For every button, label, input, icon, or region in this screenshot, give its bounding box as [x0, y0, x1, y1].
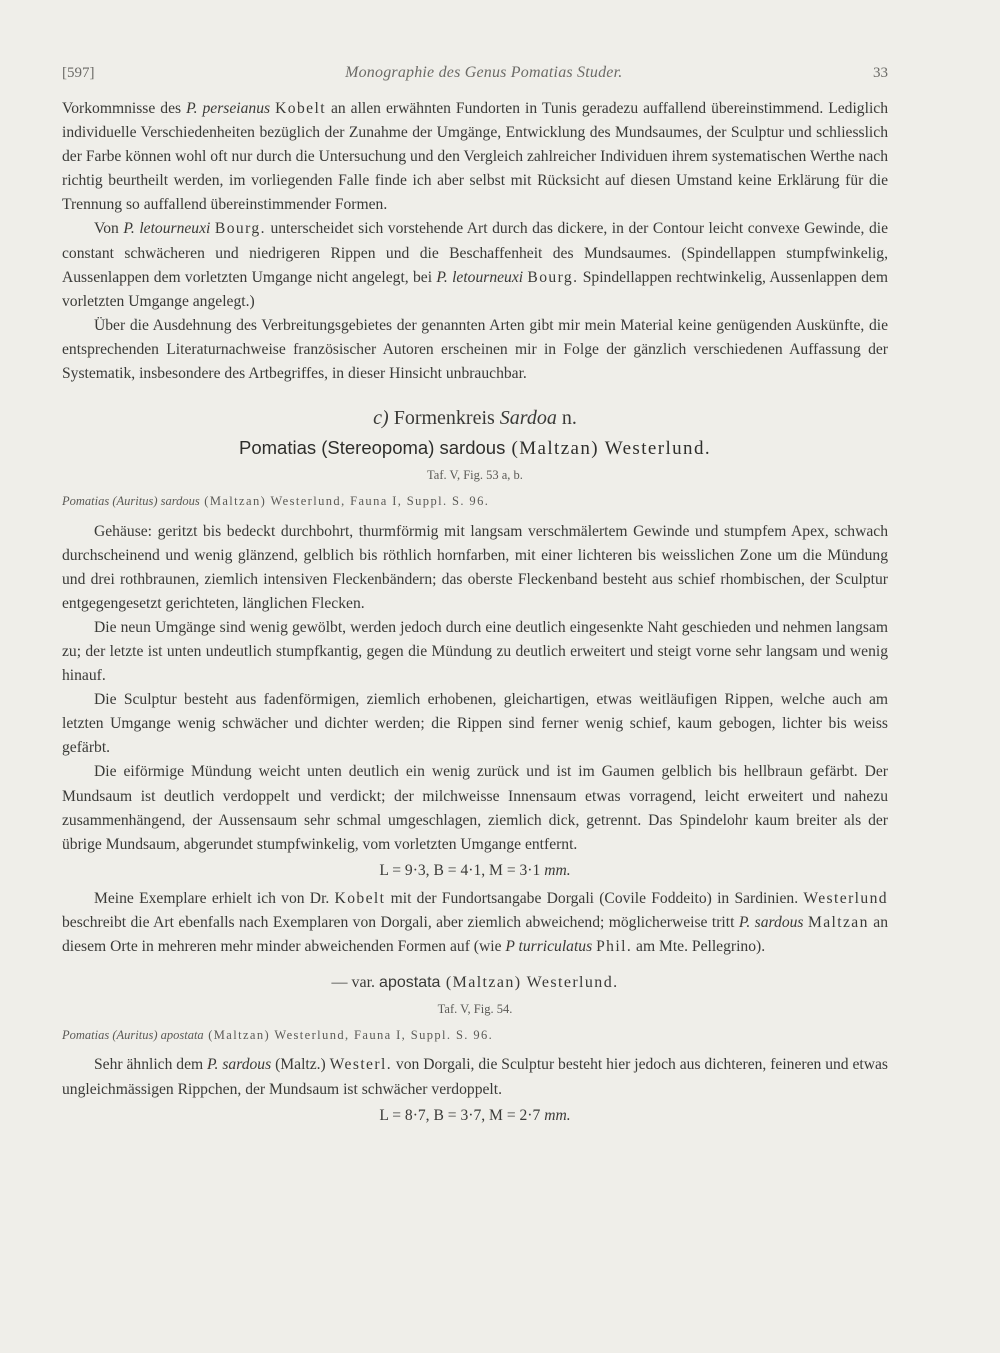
measurements: L = 9·3, B = 4·1, M = 3·1 mm.	[379, 861, 571, 879]
plate-reference: Taf. V, Fig. 53 a, b.	[427, 468, 523, 483]
section-heading: c) Formenkreis Sardoa n.	[373, 407, 577, 430]
body-text	[62, 97, 888, 1132]
description-sculpture: Die Sculptur besteht aus fadenförmigen, ziemlich erhobenen, gleichartigen, etwas weitläufigen Rippen, welche auch am letzten Umgange wenig schwächer und dichter werden; die Rippen sind ferner wenig schief, kaum gebogen, lichter bis weiss gefärbt.	[62, 691, 888, 757]
species-heading: Pomatias (Stereopoma) sardous (Maltzan) Westerlund.	[239, 437, 711, 460]
description-aperture: Die eiförmige Mündung weicht unten deutlich ein wenig zurück und ist im Gaumen gelblich bis hellbraun gefärbt. Der Mundsaum ist deutlich verdoppelt und verdickt; der milchweisse Innensaum etwas vorragend, leicht erweitert und nahezu zusammenhängend, der Aussensaum sehr schmal umgeschlagen, ziemlich dick, getrennt. Das Spindelohr kaum breiter als der übrige Mundsaum, abgerundet stumpfwinkelig, vom vorletzten Umgange entfernt.	[62, 763, 888, 853]
running-title: Monographie des Genus Pomatias Studer.	[345, 64, 623, 81]
variety-synonym-citation: Pomatias (Auritus) apostata (Maltzan) Westerlund, Fauna I, Suppl. S. 96.	[62, 1028, 494, 1043]
description-whorls: Die neun Umgänge sind wenig gewölbt, werden jedoch durch eine deutlich eingesenkte Naht geschieden und nehmen langsam zu; der letzte ist unten undeutlich stumpfkantig, gegen die Mündung zu deutlich erweitert und steigt vorne sehr langsam und wenig hinauf.	[62, 618, 888, 685]
paragraph-distribution: Über die Ausdehnung des Verbreitungsgebietes der genannten Arten gibt mir mein Material keine genügenden Auskünfte, die entsprechenden Literaturnachweise französischer Autoren erscheinen mir in Folge der gänzlich verschiedenen Auffassung der Systematik, insbesondere des Artbegriffes, in dieser Hinsicht unbrauchbar.	[62, 316, 888, 383]
running-head	[62, 64, 888, 82]
description-shell: Gehäuse: geritzt bis bedeckt durchbohrt, thurmförmig mit langsam verschmälertem Gewinde und stumpfem Apex, schwach durchscheinend und wenig glänzend, gelblich bis röthlich hornfarben, mit einer lichteren bis weisslichen Zone um die Mündung und drei rothbraunen, ziemlich intensiven Fleckenbändern; das oberste Fleckenband besteht aus schief rhombischen, der Sculptur entgegengesetzt gerichteten, länglichen Flecken.	[62, 522, 888, 612]
page-number: 33	[872, 65, 888, 81]
paragraph-continuation: Vorkommnisse des P. perseianus Kobelt an allen erwähnten Fundorten in Tunis geradezu auffallend übereinstimmend. Lediglich individuelle Verschiedenheiten bezüglich der Zunahme der Umgänge, Entwicklung des Mundsaumes, der Sculptur und schliesslich der Farbe können wohl oft nur durch die Untersuchung und den Vergleich zahlreicher Individuen ihrem systematischen Werthe nach richtig beurtheilt werden, im vorliegenden Falle finde ich aber selbst mit Rücksicht auf diesen Umstand keine Erklärung für die Trennung so auffallend übereinstimmender Formen.	[62, 100, 888, 214]
variety-measurements: L = 8·7, B = 3·7, M = 2·7 mm.	[379, 1106, 571, 1124]
paragraph-locality: Meine Exemplare erhielt ich von Dr. Kobelt mit der Fundortsangabe Dorgali (Covile Foddeito) in Sardinien. Westerlund beschreibt die Art ebenfalls nach Exemplaren von Dorgali, aber ziemlich abweichend; möglicherweise tritt P. sardous Maltzan an diesem Orte in mehreren mehr minder abweichenden Formen auf (wie P turriculatus Phil. am Mte. Pellegrino).	[62, 889, 888, 956]
variety-heading: — var. apostata (Maltzan) Westerlund.	[331, 974, 619, 992]
variety-plate-reference: Taf. V, Fig. 54.	[437, 1002, 513, 1017]
paragraph-variety: Sehr ähnlich dem P. sardous (Maltz.) Westerl. von Dorgali, die Sculptur besteht hier jedoch aus dichteren, feineren und etwas ungleichmässigen Rippchen, der Mundsaum ist schwächer verdoppelt.	[62, 1056, 888, 1098]
page-reference: [597]	[62, 65, 95, 81]
paragraph-comparison: Von P. letourneuxi Bourg. unterscheidet sich vorstehende Art durch das dickere, in der Contour leicht convexe Gewinde, die constant schwächeren und niedrigeren Rippen und die Beschaffenheit des Mundsaumes. (Spindellappen stumpfwinkelig, Aussenlappen dem vorletzten Umgange nicht angelegt, bei P. letourneuxi Bourg. Spindellappen rechtwinkelig, Aussenlappen dem vorletzten Umgange angelegt.)	[62, 220, 888, 310]
synonym-citation: Pomatias (Auritus) sardous (Maltzan) Westerlund, Fauna I, Suppl. S. 96.	[62, 494, 490, 509]
